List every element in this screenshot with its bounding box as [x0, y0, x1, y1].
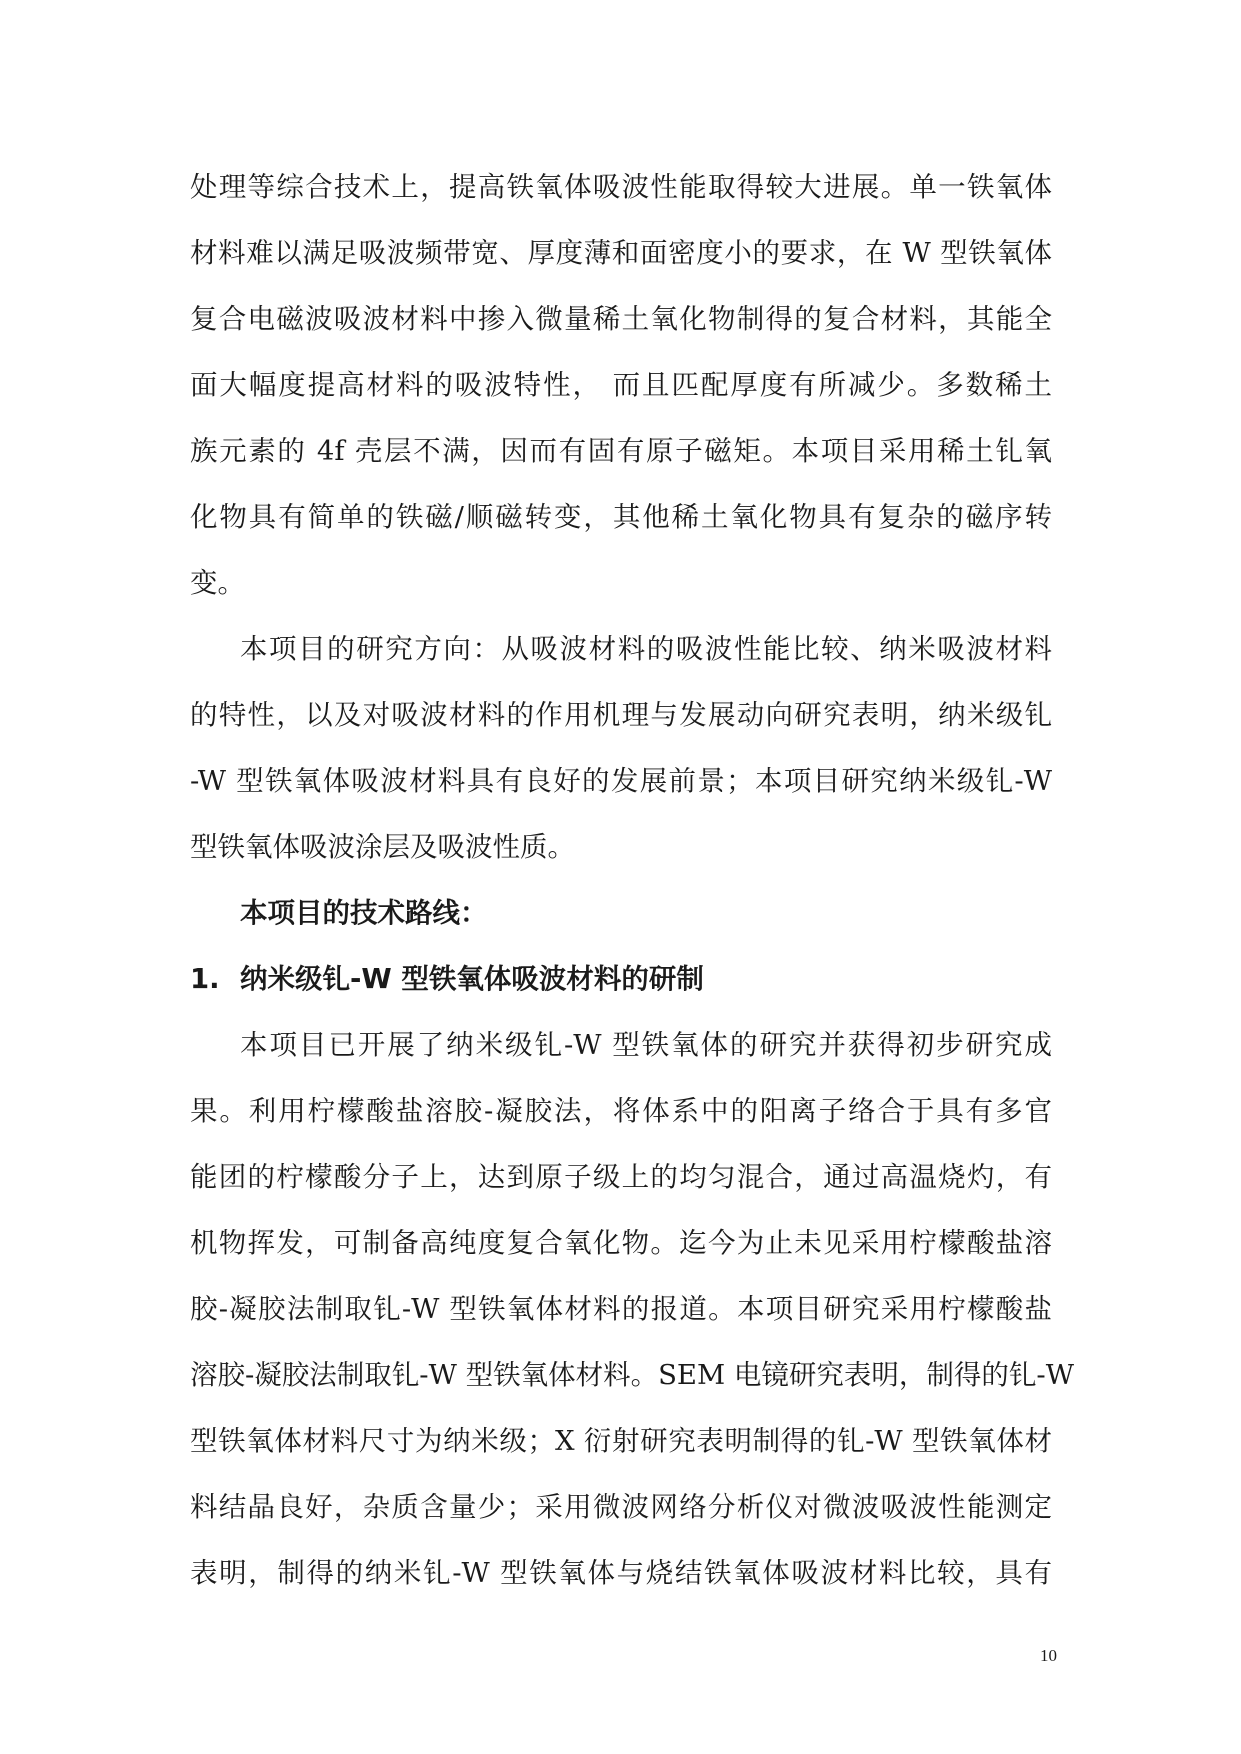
text-line: 面大幅度提高材料的吸波特性， 而且匹配厚度有所减少。多数稀土 [190, 369, 1052, 401]
text-line: 表明，制得的纳米钆-W 型铁氧体与烧结铁氧体吸波材料比较，具有 [190, 1557, 1052, 1589]
text-line: 型铁氧体吸波涂层及吸波性质。 [190, 831, 575, 863]
text-line: 本项目的研究方向：从吸波材料的吸波性能比较、纳米吸波材料 [240, 633, 1052, 665]
text-line: 处理等综合技术上，提高铁氧体吸波性能取得较大进展。单一铁氧体 [190, 171, 1052, 203]
text-line: 料结晶良好，杂质含量少；采用微波网络分析仪对微波吸波性能测定 [190, 1491, 1052, 1523]
text-line: 族元素的 4f 壳层不满，因而有固有原子磁矩。本项目采用稀土钆氧 [190, 435, 1052, 467]
heading-number: 1. [190, 963, 220, 995]
body-text [190, 154, 1074, 1606]
text-line: 溶胶-凝胶法制取钆-W 型铁氧体材料。SEM 电镜研究表明，制得的钆-W [190, 1359, 1074, 1391]
text-line: 果。利用柠檬酸盐溶胶-凝胶法，将体系中的阳离子络合于具有多官 [190, 1095, 1052, 1127]
text-line: 能团的柠檬酸分子上，达到原子级上的均匀混合，通过高温烧灼，有 [190, 1161, 1052, 1193]
text-line: 变。 [190, 567, 245, 599]
text-line: 机物挥发，可制备高纯度复合氧化物。迄今为止未见采用柠檬酸盐溶 [190, 1227, 1052, 1259]
text-line: 化物具有简单的铁磁/顺磁转变，其他稀土氧化物具有复杂的磁序转 [190, 501, 1052, 533]
heading-text: 纳米级钆-W 型铁氧体吸波材料的研制 [240, 963, 704, 995]
text-line: 的特性，以及对吸波材料的作用机理与发展动向研究表明，纳米级钆 [190, 699, 1052, 731]
page-number: 10 [1040, 1646, 1057, 1665]
text-line: 本项目已开展了纳米级钆-W 型铁氧体的研究并获得初步研究成 [240, 1029, 1052, 1061]
text-line: 材料难以满足吸波频带宽、厚度薄和面密度小的要求，在 W 型铁氧体 [190, 237, 1052, 269]
subsection-heading [190, 946, 1052, 1012]
text-line: 型铁氧体材料尺寸为纳米级；X 衍射研究表明制得的钆-W 型铁氧体材 [190, 1425, 1052, 1457]
section-heading: 本项目的技术路线： [240, 897, 488, 929]
text-line: 复合电磁波吸波材料中掺入微量稀土氧化物制得的复合材料，其能全 [190, 303, 1052, 335]
text-line: -W 型铁氧体吸波材料具有良好的发展前景；本项目研究纳米级钆-W [190, 765, 1052, 797]
text-line: 胶-凝胶法制取钆-W 型铁氧体材料的报道。本项目研究采用柠檬酸盐 [190, 1293, 1052, 1325]
